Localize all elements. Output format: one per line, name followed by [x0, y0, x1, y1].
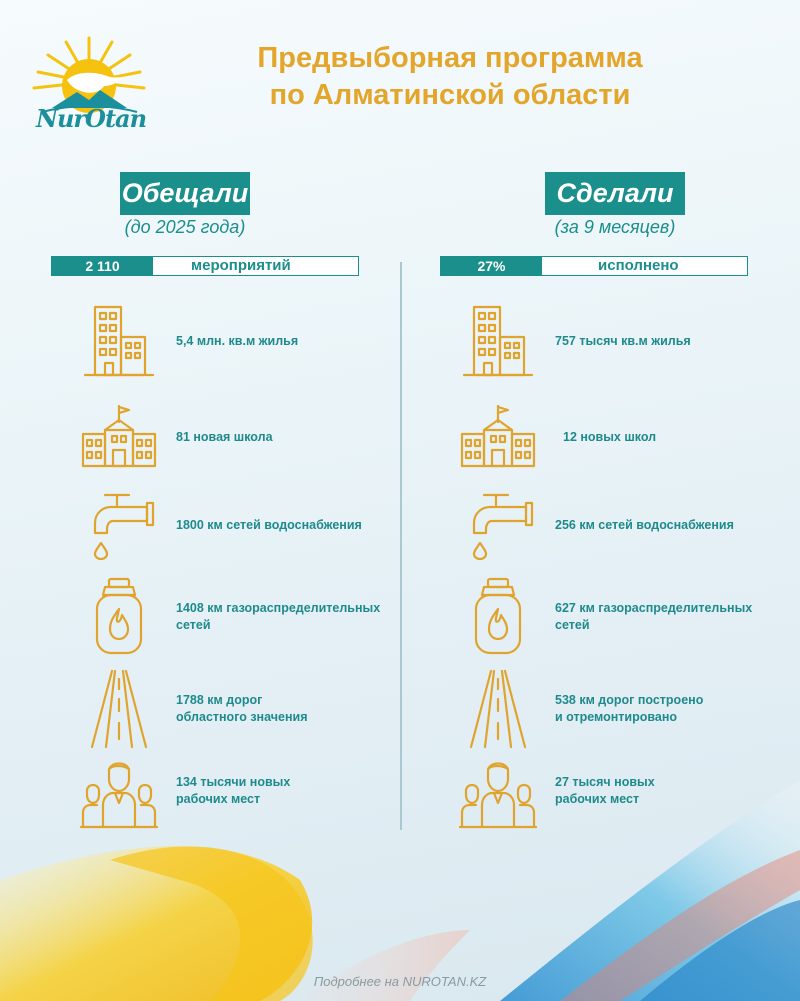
right-summary-bar: [440, 256, 748, 276]
right-item-schools: [457, 396, 656, 478]
right-item-roads-text: 538 км дорог построено и отремонтировано: [555, 693, 704, 724]
building-icon: [457, 300, 539, 382]
right-item-housing-text: 757 тысяч кв.м жилья: [555, 333, 691, 348]
right-item-jobs-text: 27 тысяч новых рабочих мест: [555, 775, 655, 806]
road-icon: [78, 668, 160, 750]
left-item-housing: [78, 300, 298, 382]
title-line-2: по Алматинской области: [269, 79, 631, 111]
left-item-water-text: 1800 км сетей водоснабжения: [176, 517, 362, 532]
right-item-roads: [457, 668, 703, 750]
right-item-jobs: [457, 750, 655, 832]
left-item-gas-text: 1408 км газораспределительных сетей: [176, 601, 381, 632]
left-item-water: [78, 484, 362, 566]
workers-icon: [457, 750, 539, 832]
gas-cylinder-icon: [457, 576, 539, 658]
left-bar-value: 2 110: [52, 257, 153, 275]
page-title: [200, 40, 700, 114]
left-heading: Обещали: [120, 172, 250, 215]
logo-wordmark: NurOtan: [36, 104, 147, 133]
left-item-schools-text: 81 новая школа: [176, 429, 273, 444]
left-subheading: (до 2025 года): [124, 217, 246, 237]
left-item-jobs: [78, 750, 290, 832]
school-icon: [457, 396, 539, 478]
road-icon: [457, 668, 539, 750]
column-divider: [400, 262, 402, 830]
right-heading: Сделали: [545, 172, 685, 215]
right-subheading: (за 9 месяцев): [554, 217, 676, 237]
right-item-water-text: 256 км сетей водоснабжения: [555, 517, 734, 532]
right-item-housing: [457, 300, 691, 382]
left-summary-bar: [51, 256, 359, 276]
right-item-schools-text: 12 новых школ: [563, 429, 657, 444]
right-item-gas-text: 627 км газораспределительных сетей: [555, 601, 753, 632]
left-item-housing-text: 5,4 млн. кв.м жилья: [176, 333, 299, 348]
left-item-jobs-text: 134 тысячи новых рабочих мест: [176, 775, 291, 806]
left-item-gas: [78, 576, 380, 658]
building-icon: [78, 300, 160, 382]
right-bar-value: 27%: [441, 257, 542, 275]
water-tap-icon: [457, 484, 539, 566]
school-icon: [78, 396, 160, 478]
left-item-roads: [78, 668, 308, 750]
water-tap-icon: [78, 484, 160, 566]
left-item-roads-text: 1788 км дорог областного значения: [176, 693, 308, 724]
right-item-gas: [457, 576, 752, 658]
left-bar-label: мероприятий: [191, 257, 291, 274]
right-item-water: [457, 484, 734, 566]
footer-link[interactable]: Подробнее на NUROTAN.KZ: [313, 974, 487, 989]
gas-cylinder-icon: [78, 576, 160, 658]
right-bar-label: исполнено: [598, 257, 679, 274]
workers-icon: [78, 750, 160, 832]
left-item-schools: [78, 396, 273, 478]
title-line-1: Предвыборная программа: [257, 42, 643, 74]
